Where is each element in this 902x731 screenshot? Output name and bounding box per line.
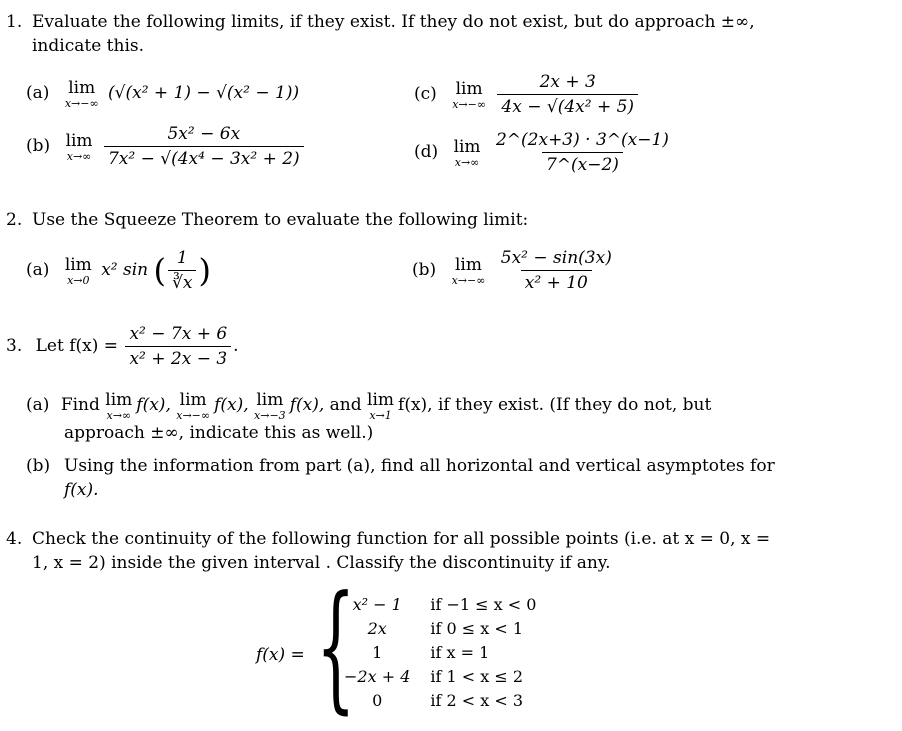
p2a [26, 248, 211, 293]
p1d-lim-sub: x→∞ [454, 156, 480, 169]
p4-text-line1: Check the continuity of the following function for all possible points (i.e. at x = 0, x = [32, 529, 771, 549]
p4-cases-table [334, 593, 546, 713]
p1d-label: (d) [414, 142, 439, 162]
p1a-expr: (√(x² + 1) − √(x² − 1)) [108, 83, 300, 103]
p4-cases [334, 593, 546, 713]
p1a-lim [65, 78, 99, 109]
p2a-label: (a) [26, 260, 50, 280]
p4-case-cond: if 1 < x ≤ 2 [430, 667, 524, 686]
p2b-numerator: 5x² − sin(3x) [500, 248, 612, 268]
p2b-lim-word: lim [454, 255, 482, 275]
p3-fraction [125, 324, 231, 369]
p4-case-row [334, 617, 546, 641]
p1c-lim [452, 79, 486, 110]
p3-number: 3. [6, 336, 23, 356]
p1b-label: (b) [26, 136, 51, 156]
p3a-lim4 [367, 390, 394, 421]
p3a-and: and [329, 395, 362, 415]
p1a [26, 78, 299, 109]
p4-brace: { [316, 566, 356, 727]
p1d-lim-word: lim [453, 137, 481, 157]
p3b-line1: Using the information from part (a), find all horizontal and vertical asymptotes for [64, 456, 775, 476]
p1a-label: (a) [26, 83, 50, 103]
p1d-fraction [492, 130, 673, 175]
p1b-lim-sub: x→∞ [66, 150, 92, 163]
p4-case-expr: 0 [372, 691, 383, 710]
p3a-lim2-sub: x→−∞ [176, 409, 211, 422]
p4-case-row [334, 593, 546, 617]
p4-case-row [334, 641, 546, 665]
p2b-label: (b) [412, 260, 437, 280]
p1d-denominator: 7^(x−2) [542, 152, 623, 175]
p3a-lim1 [105, 390, 132, 421]
p4-case-expr: −2x + 4 [344, 667, 411, 686]
p4-case-expr: 2x [367, 619, 387, 638]
p3a-lim4-sub: x→1 [369, 409, 392, 422]
p1a-lim-word: lim [68, 78, 96, 98]
p2a-lim-sub: x→0 [67, 274, 90, 287]
p4-text-line2: 1, x = 2) inside the given interval . Classify the discontinuity if any. [32, 553, 611, 573]
p2a-expr-pre: x² sin [101, 260, 149, 280]
p3b-label: (b) [26, 456, 51, 476]
p1d-lim [454, 137, 481, 168]
p2-text: Use the Squeeze Theorem to evaluate the following limit: [32, 210, 529, 230]
p3a-lim4-word: lim [367, 390, 395, 410]
p2b-fraction [497, 248, 616, 293]
p3a-lim3-sub: x→−3 [254, 409, 286, 422]
p1b-lim-word: lim [65, 131, 93, 151]
p1c-label: (c) [414, 84, 437, 104]
p3-numerator: x² − 7x + 6 [129, 324, 228, 344]
p1b-denominator: 7x² − √(4x⁴ − 3x² + 2) [104, 146, 304, 169]
p2a-numerator: 1 [176, 248, 188, 268]
p3a-line2: approach ±∞, indicate this as well.) [64, 423, 374, 443]
p4-lhs: f(x) = [256, 645, 305, 665]
p4-case-cond: if 2 < x < 3 [430, 691, 524, 710]
p1b [26, 124, 306, 169]
p4-number: 4. [6, 529, 23, 549]
p2a-fraction [168, 248, 196, 293]
p2a-left-paren: ( [153, 251, 167, 290]
p3a-fx-last: f(x), if they exist. (If they do not, but [398, 395, 712, 415]
p3-header [6, 324, 239, 369]
p1-text-line2: indicate this. [32, 36, 145, 56]
p3-denominator: x² + 2x − 3 [125, 346, 231, 369]
p4-case-row [334, 665, 546, 689]
p2a-right-paren: ) [198, 251, 211, 290]
p1d-numerator: 2^(2x+3) · 3^(x−1) [495, 130, 669, 150]
p1c-fraction [497, 72, 638, 117]
p1c [414, 72, 640, 117]
p3a-line1 [26, 390, 711, 421]
p4-case-expr: 1 [372, 643, 383, 662]
p1c-lim-sub: x→−∞ [452, 98, 487, 111]
p1b-fraction [104, 124, 304, 169]
p2b-lim-sub: x→−∞ [451, 274, 486, 287]
p1-text-line1: Evaluate the following limits, if they exist. If they do not exist, but do approach ±∞, [32, 12, 755, 32]
p4-case-expr: x² − 1 [352, 595, 402, 614]
p3a-label: (a) [26, 395, 50, 415]
p3a-lim1-sub: x→∞ [106, 409, 132, 422]
p1b-lim [66, 131, 93, 162]
p3a-fx3: f(x), [289, 395, 325, 415]
p1c-denominator: 4x − √(4x² + 5) [497, 94, 638, 117]
p1-number: 1. [6, 12, 23, 32]
p3a-lim3-word: lim [256, 390, 284, 410]
p1b-numerator: 5x² − 6x [167, 124, 241, 144]
p1c-lim-word: lim [455, 79, 483, 99]
p3a-lim3 [254, 390, 286, 421]
p2a-denominator: ∛x [168, 270, 196, 293]
p2b [412, 248, 618, 293]
p2b-denominator: x² + 10 [521, 270, 592, 293]
p3-tail: . [233, 336, 239, 356]
p2b-lim [452, 255, 486, 286]
p2-number: 2. [6, 210, 23, 230]
p3b-line2: f(x). [64, 480, 99, 500]
p3a-fx2: f(x), [214, 395, 249, 415]
p1c-numerator: 2x + 3 [539, 72, 596, 92]
p3a-find: Find [60, 395, 100, 415]
p1a-lim-sub: x→−∞ [64, 97, 99, 110]
p4-case-cond: if 0 ≤ x < 1 [430, 619, 524, 638]
p3-lead: Let f(x) = [35, 336, 119, 356]
p3a-lim2-word: lim [179, 390, 207, 410]
p3a-lim1-word: lim [105, 390, 133, 410]
p2a-lim-word: lim [64, 255, 92, 275]
p4-case-cond: if −1 ≤ x < 0 [430, 595, 537, 614]
p3a-lim2 [176, 390, 210, 421]
p4-case-cond: if x = 1 [430, 643, 490, 662]
p1d [414, 130, 675, 175]
p4-case-row [334, 689, 546, 713]
p3a-fx1: f(x), [136, 395, 171, 415]
p2a-lim [65, 255, 92, 286]
